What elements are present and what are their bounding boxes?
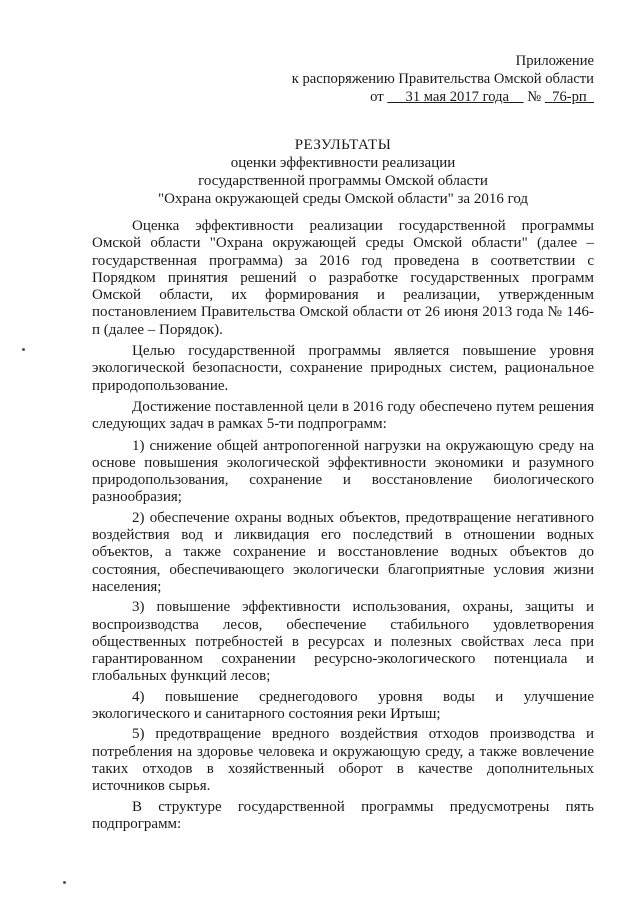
paragraph-intro: Оценка эффективности реализации государственной программы Омской области "Охрана окружающей среды Омской области" (далее – государственная программа) за 2016 год проведена в соответствии с Порядком принятия решений о разработке государственных программ Омской области, их формирования и реализации, утвержденным постановлением Правительства Омской области от 26 июня 2013 года № 146-п (далее – Порядок). [92,218,594,338]
appendix-header [292,52,594,106]
title-line-4: "Охрана окружающей среды Омской области" за 2016 год [157,191,529,207]
task-item-4: 4) повышение среднегодового уровня воды и улучшение экологического и санитарного состояния реки Иртыш; [92,688,594,723]
order-date: 31 мая 2017 года [405,89,509,105]
title-line-2: оценки эффективности реализации [230,155,456,171]
title-line-3: государственной программы Омской области [198,173,488,189]
date-prefix: от [370,89,384,105]
task-item-1: 1) снижение общей антропогенной нагрузки на окружающую среду на основе повышения экологической эффективности экономики и разумного природопользования, сохранение и восстановление биологического разнообразия; [92,437,594,506]
document-body [92,218,594,837]
appendix-label: Приложение [515,53,594,69]
scan-speck [63,881,66,884]
order-number: 76-рп [552,89,587,105]
paragraph-tasks-intro: Достижение поставленной цели в 2016 году обеспечено путем решения следующих задач в рамках 5-ти подпрограмм: [92,398,594,433]
paragraph-goal: Целью государственной программы является повышение уровня экологической безопасности, сохранение природных систем, рациональное природопользование. [92,343,594,394]
task-item-2: 2) обеспечение охраны водных объектов, предотвращение негативного воздействия вод и ликвидация его последствий в отношении водных объектов, а также сохранение и восстановление водных объектов до состояния, обеспечивающего экологически благоприятные условия жизни населения; [92,509,594,595]
scan-speck [22,348,25,351]
paragraph-subprograms: В структуре государственной программы предусмотрены пять подпрограмм: [92,798,594,832]
task-item-5: 5) предотвращение вредного воздействия отходов производства и потребления на здоровье человека и окружающую среду, а также вовлечение таких отходов в хозяйственный оборот в качестве дополнительных источников сырья. [92,726,594,795]
task-item-3: 3) повышение эффективности использования, охраны, защиты и воспроизводства лесов, обеспечение стабильного удовлетворения общественных потребностей в ресурсах и полезных свойствах леса при гарантированном сохранении ресурсно-экологического потенциала и глобальных функций лесов; [92,599,594,685]
title-heading: РЕЗУЛЬТАТЫ [294,137,392,153]
order-reference: к распоряжению Правительства Омской области [291,71,594,87]
number-prefix: № [527,89,542,105]
order-date-number [292,88,594,106]
document-title [92,136,594,208]
